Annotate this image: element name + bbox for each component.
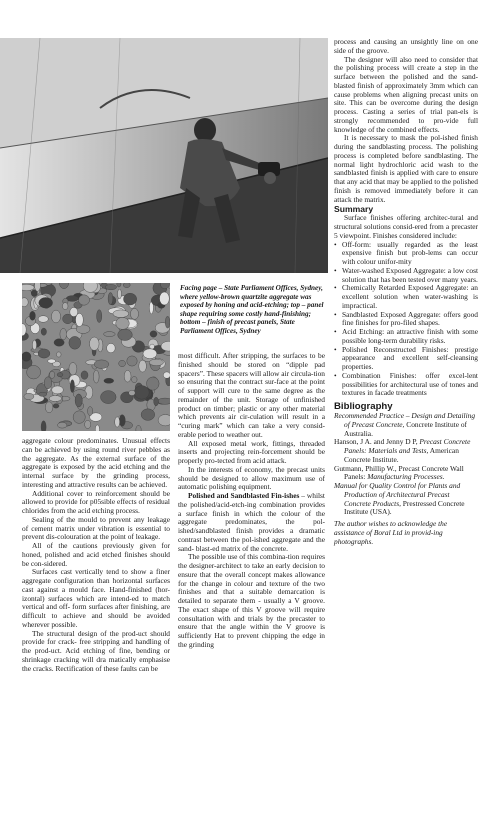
entry-title: Design and Detailing of Precast Concrete, xyxy=(344,411,476,429)
entry-part: Gutmann, Phillip W., Precast Concrete Wall Panels: xyxy=(334,463,464,482)
list-item: • Off-form: usually regarded as the least expensive finish but prob-lems can occur with colour unifor-mity xyxy=(334,241,478,267)
list-item: • Acid Etching: an attractive finish with some possible long-term durability risks. xyxy=(334,328,478,346)
entry-part: Hanson, J A. and Jenny D P, xyxy=(334,437,418,447)
finishes-list xyxy=(334,241,478,399)
paragraph: The structural design of the prod-uct should provide for crack- free stripping and handling of the prod-uct. Acid etching of fine, bending or shrinkage cracking will dra matically emphasise the cracks. Rectification of these faults can be xyxy=(22,628,170,673)
bibliography-list xyxy=(334,412,478,517)
bibliography-entry xyxy=(334,482,478,517)
paragraph-polished-sandblasted xyxy=(178,492,325,553)
text-column-right xyxy=(334,38,478,546)
photo-panel-finishing xyxy=(0,38,328,273)
paragraph-text: – whilst the polished/acid-etch-ing combination provides a surface finish in which the colour of the aggregate predominates, the pol-ished/sandblasted finish provides a dramatic contrast between the pol-ished aggregate and the sand- blast-ed matrix of the concrete. xyxy=(178,491,325,553)
list-item: • Sandblasted Exposed Aggregate: offers good fine finishes for pro-filed shapes. xyxy=(334,311,478,329)
entry-publisher: Concrete Institute of Australia. xyxy=(344,419,468,438)
entry-publisher: Prestressed Concrete Institute (USA). xyxy=(344,498,465,517)
paragraph: process and causing an unsightly line on one side of the groove. xyxy=(334,37,478,55)
photo-aggregate-finish xyxy=(22,283,170,431)
summary-intro: Surface finishes offering architec-tural and structural solutions consid-ered from a precaster 5 viewpoint. Finishes considered include: xyxy=(334,213,478,240)
paragraph: The designer will also need to consider that the polishing process will create a step in the surface between the polished and the sand-blasted finish of approximately 3mm which can cause problems when aligning precast units on site. This can be overcome during the design process. Casting a series of trial pan-els is strongly recommended to pro-vide full knowledge of the combined effects. xyxy=(334,54,478,134)
photo-caption: Facing page – State Parliament Offices, Sydney, where yellow-brown quartzite aggregate was exposed by honing and acid-etching; top – panel shape requiring some costly hand-finishing; bottom – finish of precast panels, State Parliament Offices, Sydney xyxy=(180,284,324,335)
run-in-heading: Polished and Sandblasted Fin-ishes xyxy=(188,491,300,500)
bibliography-heading: Bibliography xyxy=(334,401,393,412)
paragraph: In the interests of economy, the precast units should be designed to allow maximum use of automatic polishing equipment. xyxy=(178,464,325,492)
list-item: • Polished Reconstructed Finishes: prestige appearance and excellent self-cleansing properties. xyxy=(334,346,478,372)
entry-part: Manual for Quality Control for xyxy=(334,481,427,490)
bibliography-entry xyxy=(334,438,478,464)
paragraph: All of the cautions previously given for honed, polished and acid etched finishes should be con-sidered. xyxy=(22,541,170,568)
entry-publisher: American Concrete Institute. xyxy=(344,446,459,464)
text-column-left xyxy=(22,437,170,673)
list-item: • Water-washed Exposed Aggregate: a low cost solution that has been tested over many years. xyxy=(334,267,478,285)
bibliography-entry xyxy=(334,412,478,438)
paragraph: It is necessary to mask the pol-ished finish during the sandblasting process. The polishing process is completed before sandblasting. The normal light hydrochloric acid wash to the sandblasted finish is applied with care to ensure that any acid that may be applied to the polished finish is removed immediately before it can attack the matrix. xyxy=(334,133,478,204)
entry-title: Manufacturing Processes. xyxy=(367,472,445,482)
list-item: • Chemically Retarded Exposed Aggregate: an excellent solution when water-washing is impractical. xyxy=(334,284,478,310)
paragraph: All exposed metal work, fittings, threaded inserts and projecting rein-forcement should be properly pro-tected from acid attack. xyxy=(178,438,325,465)
bibliography-entry xyxy=(334,465,478,483)
paragraph: Sealing of the mould to prevent any leakage of cement matrix under vibration is essential to prevent dis-colouration at the point of leakage. xyxy=(22,514,170,542)
paragraph: aggregate colour predominates. Unusual effects can be achieved by using round river pebbles as the aggregate. As the external surface of the aggregate is exposed by the acid etching and the internal surface by the grinding process, interesting and attractive results can be achieved. xyxy=(22,436,170,489)
paragraph: most difficult. After stripping, the surfaces to be finished should be stored on “dipple pad spacers”. These spacers will allow air circula-tion so ensuring that the contract sur-face at the point of support will cure to the same degree as the remainder of the unit. Storage of unfinished product on timber; plastic or any other material which prevents air cir-culation will result in a “curing mark” which can take a very consid-erable period to weather out. xyxy=(178,351,326,439)
entry-title: Plants and Production of Architectural Precast Concrete Products, xyxy=(344,481,461,508)
entry-part: Recommended Practice – xyxy=(334,411,410,420)
paragraph: Surfaces cast vertically tend to show a finer aggregate configuration than horizontal surfaces cast against a mould face. Hand-finished (hor-izontal) surfaces which are intend-ed to match vertical and off- form surfaces after finishing, are difficult to achieve and should be avoided wherever possible. xyxy=(22,567,170,629)
entry-title: Precast Concrete Panels: Materials and Tests, xyxy=(344,437,471,455)
paragraph: The possible use of this combina-tion requires the designer-architect to take an early decision to ensure that the overall concept makes allowance for the change in colour and texture of the two finishes and that a suitable demarcation is detailed to separate them - usually a V groove. The exact shape of this V groove will require consultation with and trials by the precaster to ensure that the angle within the V groove is sufficiently Hat to prevent chipping the edge in the grinding xyxy=(178,552,325,649)
summary-heading: Summary xyxy=(334,204,374,215)
acknowledgement: The author wishes to acknowledge the assistance of Boral Ltd in provid-ing photographs. xyxy=(334,519,448,546)
paragraph: Additional cover to reinforcement should be allowed to provide for p05sible effects of residual chlorides from the acid etching process. xyxy=(22,488,170,515)
text-column-middle xyxy=(178,352,325,650)
list-item: • Combination Finishes: offer excel-lent possibilities for architectural use of tones and textures in facade treatments xyxy=(334,372,478,398)
